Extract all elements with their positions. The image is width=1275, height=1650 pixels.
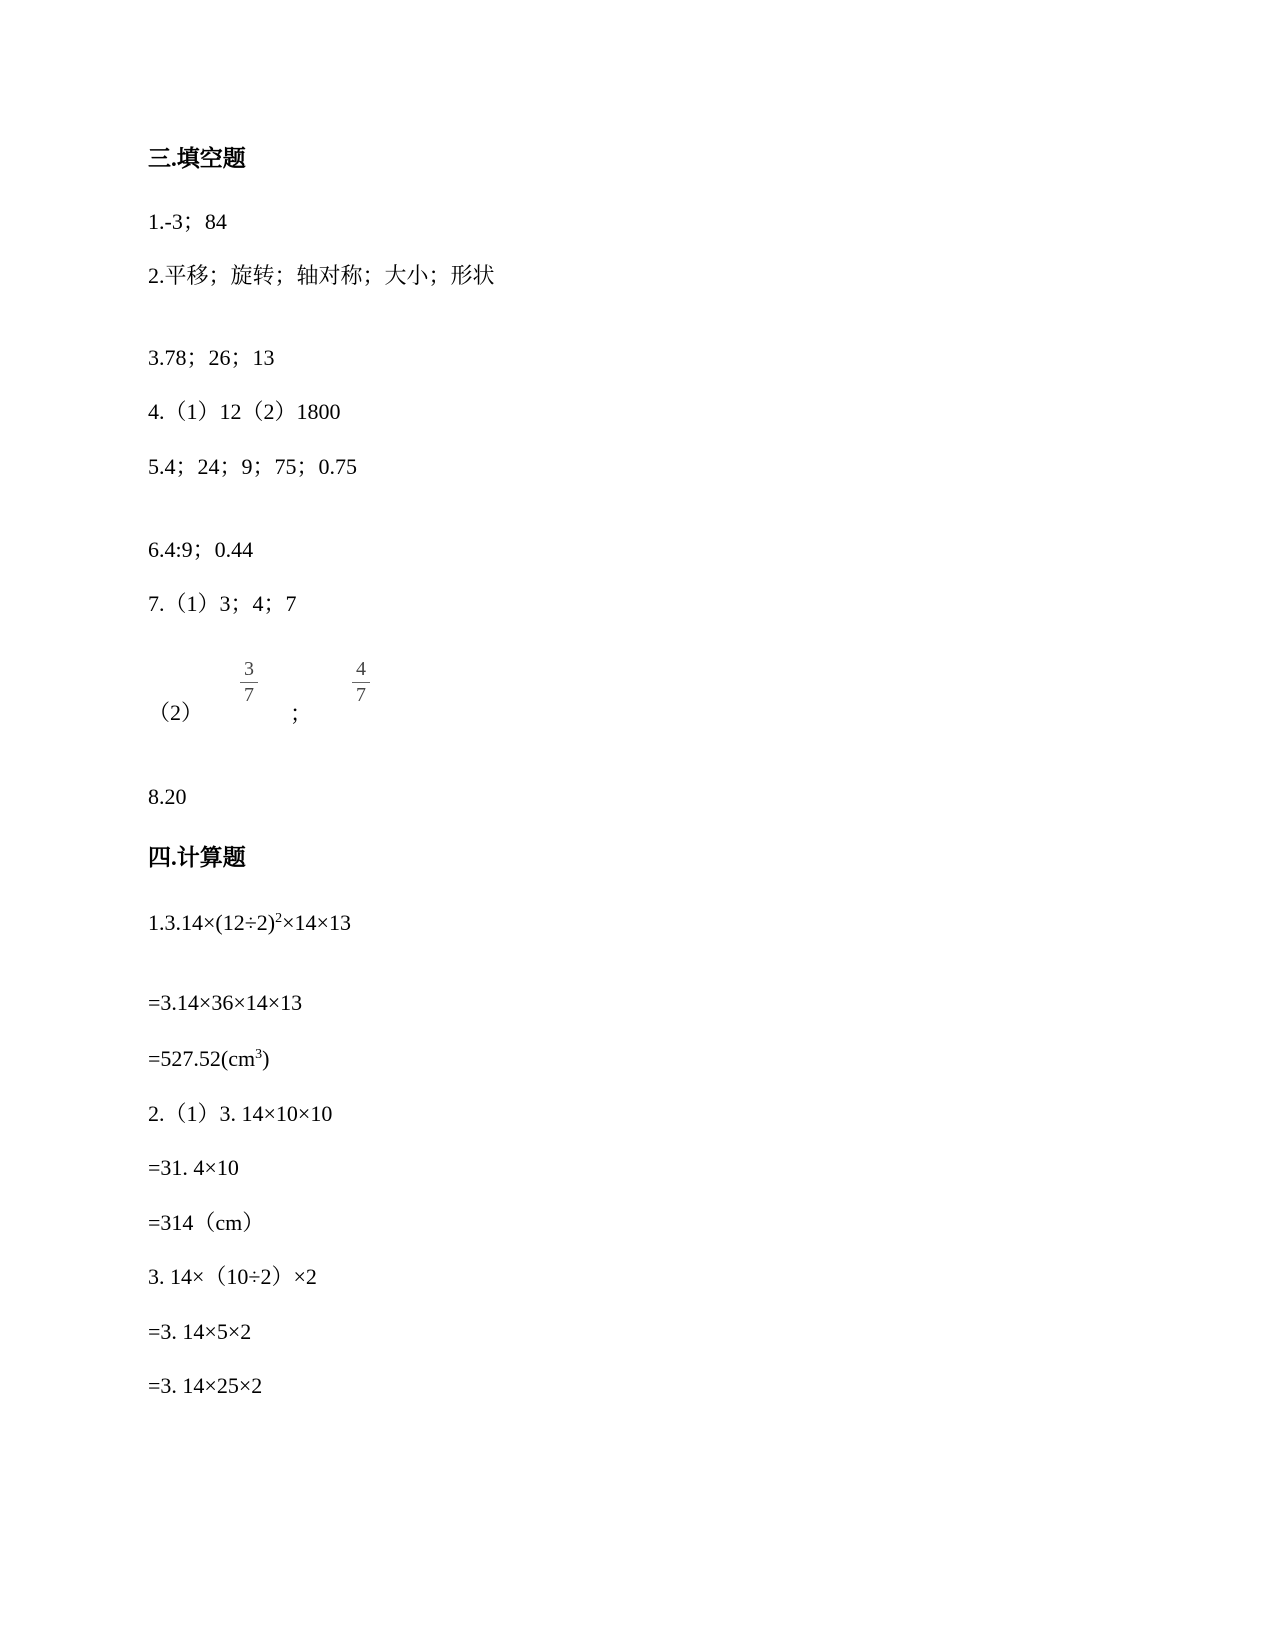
fraction-denominator: 7 [244,684,254,706]
answer-4: 4.（1）12（2）1800 [148,399,341,424]
calc-text: 1.3.14×(12÷2) [148,910,276,935]
calc-text: ) [262,1046,270,1071]
fraction-4-7 [352,659,370,705]
calc-line-6: =314（cm） [148,1210,265,1235]
answer-7-part2-label: （2） [148,700,204,725]
calc-line-7: 3. 14×（10÷2）×2 [148,1264,317,1289]
section-4-heading: 四.计算题 [148,845,246,870]
calc-line-2: =3.14×36×14×13 [148,990,303,1015]
calc-line-8: =3. 14×5×2 [148,1319,252,1344]
fraction-numerator: 3 [244,658,254,680]
answer-1: 1.-3；84 [148,209,227,234]
answer-6: 6.4:9；0.44 [148,537,254,562]
fraction-bar [240,682,258,683]
fraction-numerator: 4 [356,658,366,680]
section-3-heading: 三.填空题 [148,146,246,171]
calc-line-4: 2.（1）3. 14×10×10 [148,1101,333,1126]
answer-8: 8.20 [148,784,187,809]
exponent: 3 [255,1047,263,1062]
answer-3: 3.78；26；13 [148,345,275,370]
calc-text: ×14×13 [282,910,351,935]
calc-line-3 [148,1048,269,1070]
exponent: 2 [275,911,283,926]
answer-7-part1: 7.（1）3；4；7 [148,591,297,616]
answer-5: 5.4；24；9；75；0.75 [148,454,358,479]
calc-line-9: =3. 14×25×2 [148,1373,263,1398]
fraction-3-7 [240,659,258,705]
answer-7-separator: ； [290,701,313,726]
calc-text: =527.52(cm [148,1046,256,1071]
answer-2: 2.平移；旋转；轴对称；大小；形状 [148,263,495,288]
calc-line-5: =31. 4×10 [148,1155,239,1180]
calc-line-1 [148,912,351,934]
fraction-bar [352,682,370,683]
fraction-denominator: 7 [356,684,366,706]
